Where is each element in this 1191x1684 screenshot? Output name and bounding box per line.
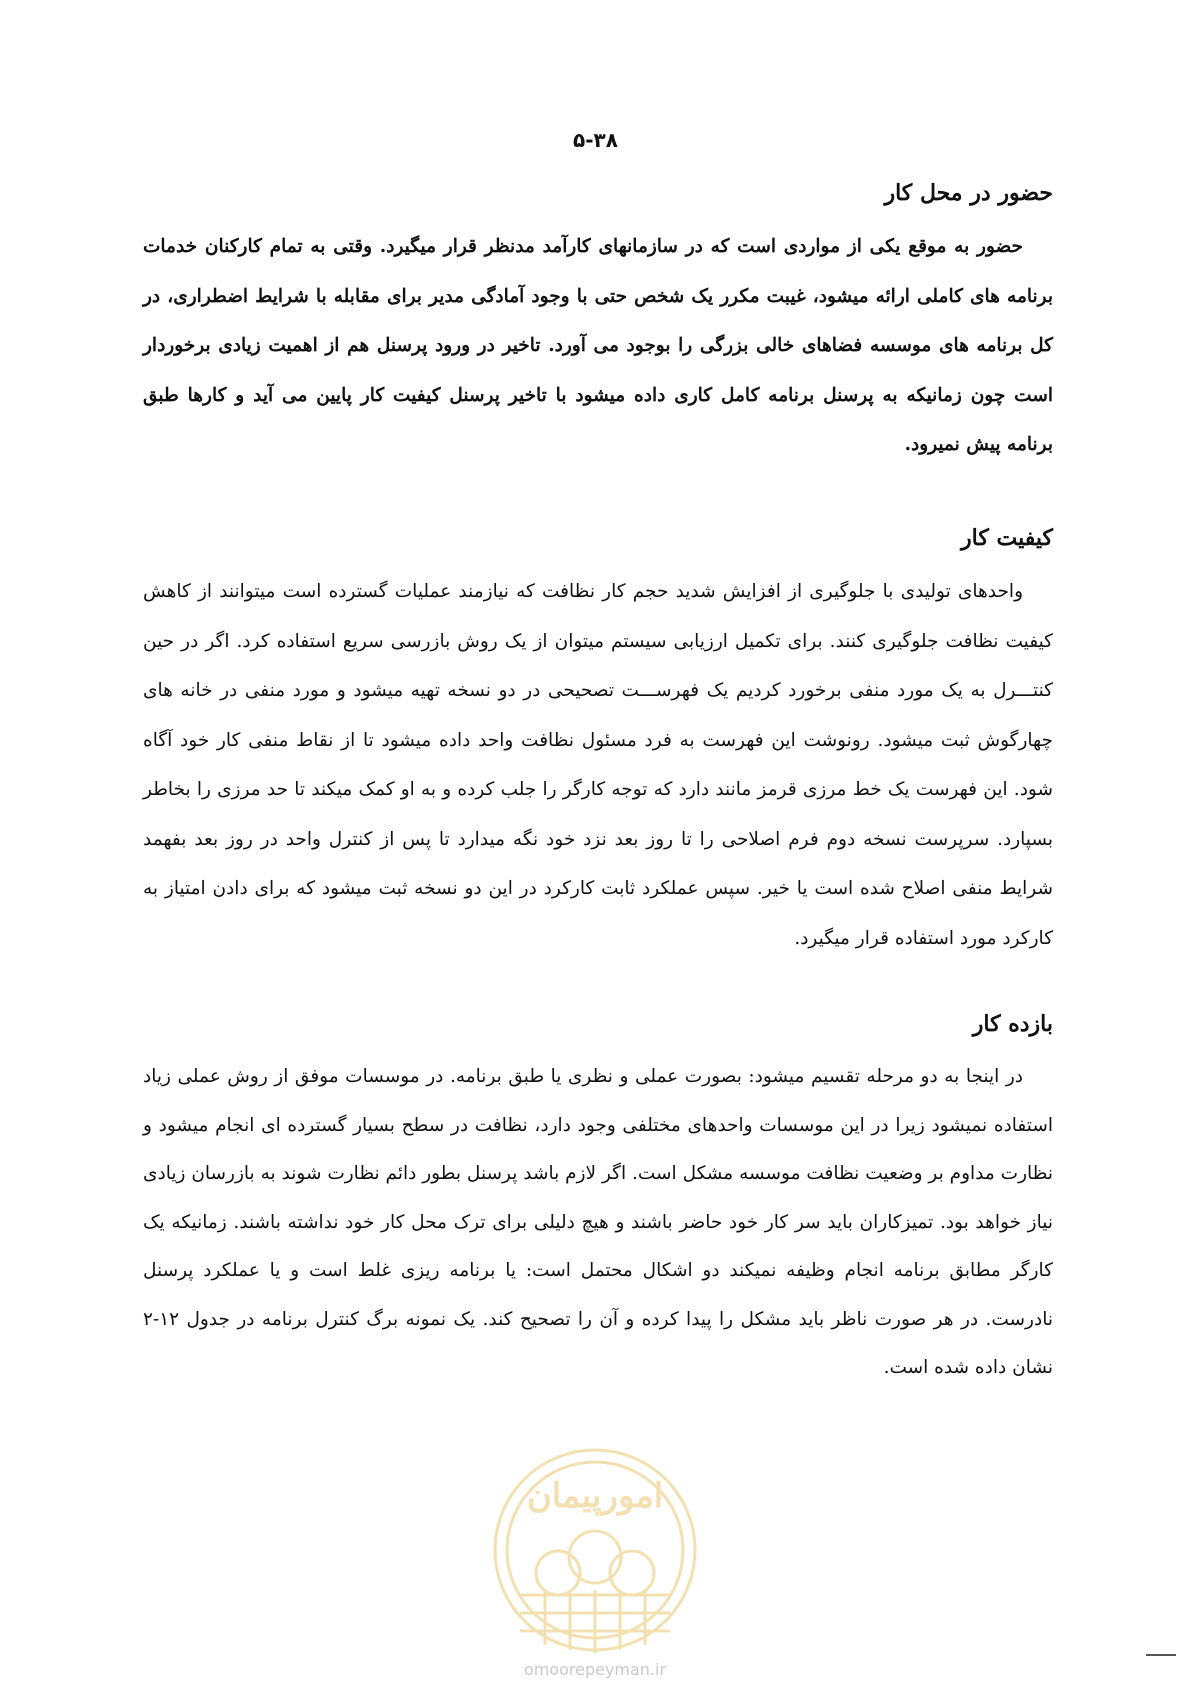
section-heading: حضور در محل کار [884,180,1053,206]
section-body: حضور به موقع یکی از مواردی است که در سازمانهای کارآمد مدنظر قرار میگیرد. وقتی به تمام کارکنان خدمات برنامه های کاملی ارائه میشود، غیبت مکرر یک شخص حتی با وجود آمادگی مدیر برای مقابله با شرایط اضطراری، در کل برنامه های موسسه فضاهای خالی بزرگی را بوجود می آورد. تاخیر در ورود پرسنل هم از اهمیت زیادی برخوردار است چون زمانیکه به پرسنل برنامه کامل کاری داده میشود با تاخیر پرسنل کیفیت کار پایین می آید و کارها طبق برنامه پیش نمیرود. [143,236,1053,455]
section-attendance [143,178,1053,470]
section-body: در اینجا به دو مرحله تقسیم میشود: بصورت عملی و نظری یا طبق برنامه. در موسسات موفق از روش عملی زیاد استفاده نمیشود زیرا در این موسسات واحدهای مختلفی وجود دارد، نظافت در سطح بسیار گسترده ای انجام میشود و نظارت مداوم بر وضعیت نظافت موسسه مشکل است. اگر لازم باشد پرسنل بطور دائم نظارت شوند به بازرسان زیادی نیاز خواهد بود. تمیزکاران باید سر کار خود حاضر باشند و هیچ دلیلی برای ترک محل کار خود نداشته باشند. زمانیکه یک کارگر مطابق برنامه انجام وظیفه نمیکند دو اشکال محتمل است: یا برنامه ریزی غلط است و یا عملکرد پرسنل نادرست. در هر صورت ناظر باید مشکل را پیدا کرده و آن را تصحیح کند. یک نمونه برگ کنترل برنامه در جدول ۱۲-۲ نشان داده شده است. [143,1066,1053,1378]
edge-mark [1146,1654,1176,1656]
section-work-quality [143,523,1053,963]
watermark-logo [490,1445,700,1655]
watermark-logo-text: امورپیمان [526,1476,664,1516]
section-heading: بازده کار [972,1011,1053,1037]
page-number: ۵-۳۸ [573,128,618,152]
section-body: واحدهای تولیدی با جلوگیری از افزایش شدید حجم کار نظافت که نیازمند عملیات گسترده است میتوانند از کاهش کیفیت نظافت جلوگیری کنند. برای تکمیل ارزیابی سیستم میتوان از یک روش بازرسی سریع استفاده کرد. اگر در حین کنتـــرل به یک مورد منفی برخورد کردیم یک فهرســـت تصحیحی در دو نسخه تهیه میشود و مورد منفی در خانه های چهارگوش ثبت میشود. رونوشت این فهرست به فرد مسئول نظافت واحد داده میشود تا از نقاط منفی کار خود آگاه شود. این فهرست یک خط مرزی قرمز مانند دارد که توجه کارگر را جلب کرده و به او کمک میکند تا حد مرزی را بخاطر بسپارد. سرپرست نسخه دوم فرم اصلاحی را تا روز بعد نزد خود نگه میدارد تا پس از کنترل واحد در روز بعد بفهمد شرایط منفی اصلاح شده است یا خیر. سپس عملکرد ثابت کارکرد در این دو نسخه ثبت میشود که برای دادن امتیاز به کارکرد مورد استفاده قرار میگیرد. [143,581,1053,949]
watermark-url: omoorepeyman.ir [523,1660,667,1679]
section-work-efficiency [143,1009,1053,1393]
section-heading: کیفیت کار [961,525,1053,551]
